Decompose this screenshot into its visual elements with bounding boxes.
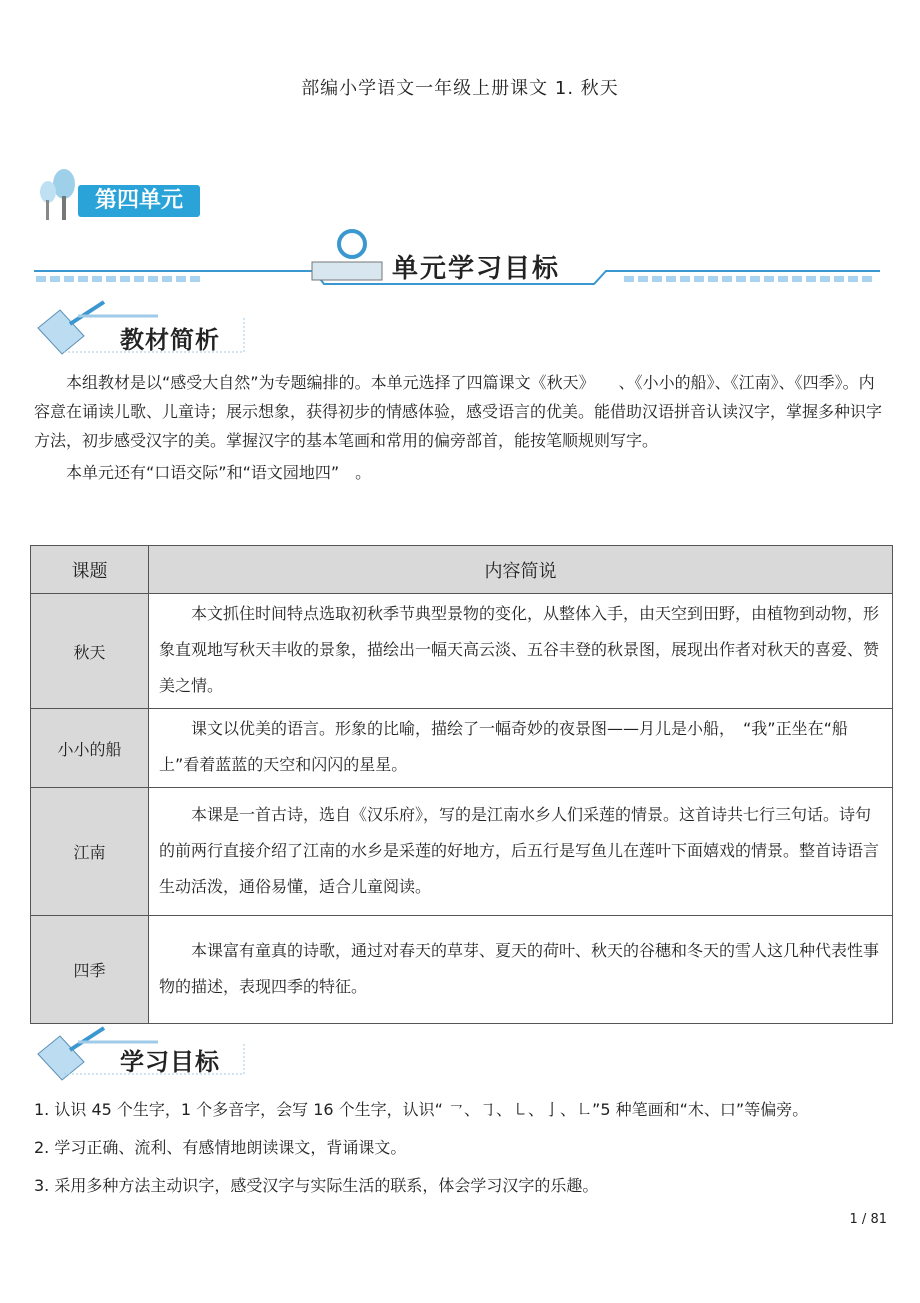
page-number: 1 / 81 — [849, 1212, 887, 1227]
lesson-summary: 本文抓住时间特点选取初秋季节典型景物的变化，从整体入手，由天空到田野，由植物到动物，形象直观地写秋天丰收的景象，描绘出一幅天高云淡、五谷丰登的秋景图，展现出作者对秋天的喜爱、赞美之情。 — [159, 604, 880, 695]
table-row — [31, 916, 893, 1024]
section-analysis-header — [34, 296, 254, 356]
goal-item: 2. 学习正确、流利、有感情地朗读课文，背诵课文。 — [34, 1138, 407, 1157]
lesson-summary: 本课富有童真的诗歌，通过对春天的草芽、夏天的荷叶、秋天的谷穗和冬天的雪人这几种代表性事物的描述，表现四季的特征。 — [159, 940, 880, 996]
lesson-table — [30, 545, 893, 1024]
lesson-title: 小小的船 — [31, 709, 149, 788]
table-row — [31, 788, 893, 916]
section-title: 学习目标 — [120, 1048, 220, 1076]
lesson-summary: 本课是一首古诗，选自《汉乐府》，写的是江南水乡人们采莲的情景。这首诗共七行三句话。诗句的前两行直接介绍了江南的水乡是采莲的好地方，后五行是写鱼儿在莲叶下面嬉戏的情景。整首诗语言生动活泼，通俗易懂，适合儿童阅读。 — [159, 804, 880, 896]
section-title: 教材简析 — [120, 326, 220, 354]
section-goals-header — [34, 1022, 254, 1082]
tree-icon — [36, 168, 80, 220]
unit-badge: 第四单元 — [78, 185, 200, 217]
column-header: 内容简说 — [149, 546, 893, 594]
lesson-title: 秋天 — [31, 594, 149, 709]
goal-item: 3. 采用多种方法主动识字，感受汉字与实际生活的联系，体会学习汉字的乐趣。 — [34, 1176, 599, 1195]
table-row — [31, 594, 893, 709]
paragraph: 本组教材是以“感受大自然”为专题编排的。本单元选择了四篇课文《秋天》 、《小小的船》、《江南》、《四季》。内容意在诵读儿歌、儿童诗；展示想象，获得初步的情感体验，感受语言的优美。能借助汉语拼音认读汉字，掌握多种识字方法，初步感受汉字的美。掌握汉字的基本笔画和常用的偏旁部首，能按笔顺规则写字。 — [34, 373, 883, 450]
lesson-title: 四季 — [31, 916, 149, 1024]
banner-title: 单元学习目标 — [392, 254, 561, 284]
lesson-title: 江南 — [31, 788, 149, 916]
goal-item: 1. 认识 45 个生字，1 个多音字，会写 16 个生字，认识“ ㇖、㇆、㇄、亅、㇗”5 种笔画和“木、口”等偏旁。 — [34, 1100, 809, 1119]
table-row — [31, 709, 893, 788]
lesson-summary: 课文以优美的语言。形象的比喻，描绘了一幅奇妙的夜景图——月儿是小船， “我”正坐在“船上”看着蓝蓝的天空和闪闪的星星。 — [159, 719, 848, 774]
document-title: 部编小学语文一年级上册课文 1. 秋天 — [301, 78, 619, 99]
paragraph: 本单元还有“口语交际”和“语文园地四” 。 — [66, 463, 372, 482]
analysis-text — [34, 368, 884, 487]
column-header: 课题 — [31, 546, 149, 594]
goals-list — [34, 1091, 894, 1205]
